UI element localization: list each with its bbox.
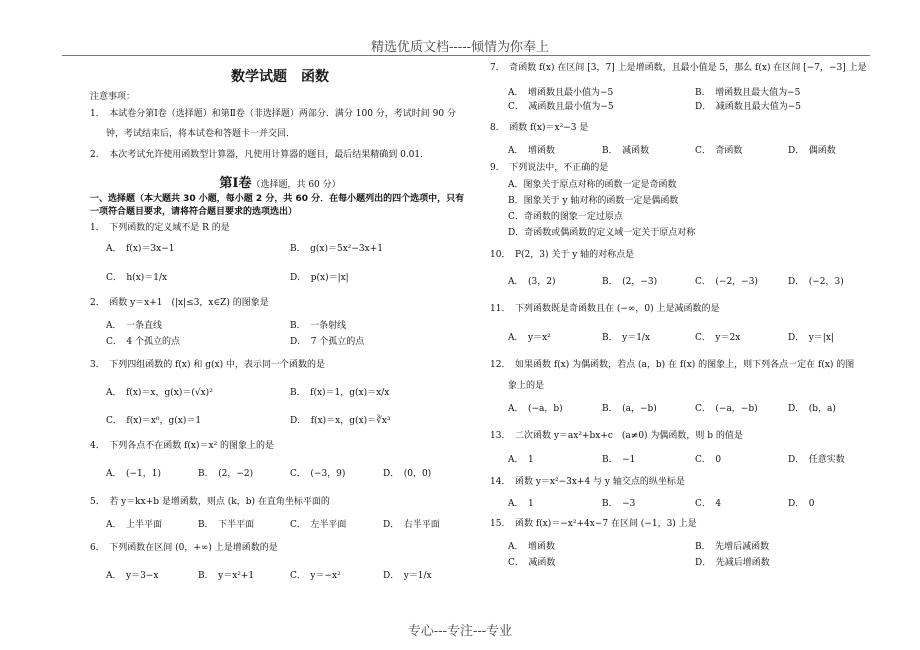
q3-stem: 3． 下列四组函数的 f(x) 和 g(x) 中，表示同一个函数的是 bbox=[90, 360, 325, 370]
q3-option-a[interactable]: A． f(x)＝x，g(x)＝(√x)² bbox=[106, 388, 213, 398]
q4-option-a[interactable]: A． (−1，1) bbox=[106, 469, 162, 479]
page-footer: 专心---专注---专业 bbox=[407, 624, 513, 639]
note-1-cont: 钟，考试结束后，将本试卷和答题卡一并交回． bbox=[106, 129, 296, 139]
q7-option-d[interactable]: D． 减函数且最大值为−5 bbox=[695, 102, 801, 112]
q2-option-a[interactable]: A． 一条直线 bbox=[106, 321, 162, 331]
section-title-main: 第Ⅰ卷 bbox=[219, 176, 252, 191]
q13-option-a[interactable]: A． 1 bbox=[508, 455, 534, 465]
q5-option-a[interactable]: A． 上半平面 bbox=[106, 520, 162, 530]
q1-option-d[interactable]: D． p(x)＝|x| bbox=[290, 273, 349, 283]
q13-option-d[interactable]: D． 任意实数 bbox=[788, 455, 845, 465]
instructions-line-1: 一、选择题（本大题共 30 小题，每小题 2 分，共 60 分．在每小题列出的四个选项中，只有 bbox=[90, 194, 465, 204]
q13-option-c[interactable]: C． 0 bbox=[695, 455, 722, 465]
q6-option-a[interactable]: A． y＝3−x bbox=[106, 571, 159, 581]
note-2: 2． 本次考试允许使用函数型计算器，凡使用计算器的题目，最后结果精确到 0.01. bbox=[90, 150, 423, 160]
q6-stem: 6． 下列函数在区间 (0，+∞) 上是增函数的是 bbox=[90, 543, 278, 553]
q15-stem: 15． 函数 f(x)＝−x²+4x−7 在区间 (−1，3) 上是 bbox=[490, 519, 697, 529]
q1-option-a[interactable]: A． f(x)＝3x−1 bbox=[106, 244, 175, 254]
q8-option-a[interactable]: A． 增函数 bbox=[508, 146, 555, 156]
q4-option-c[interactable]: C． (−3，9) bbox=[290, 469, 346, 479]
q7-stem: 7． 奇函数 f(x) 在区间 [3，7] 上是增函数，且最小值是 5，那么 f(x) 在区间 [−7，−3] 上是 bbox=[490, 63, 867, 73]
q15-option-a[interactable]: A． 增函数 bbox=[508, 542, 555, 552]
q3-option-d[interactable]: D． f(x)＝x，g(x)＝∛x³ bbox=[290, 416, 391, 426]
q4-stem: 4． 下列各点不在函数 f(x)＝x² 的图象上的是 bbox=[90, 441, 275, 451]
q5-stem: 5． 若 y＝kx+b 是增函数，则点 (k，b) 在直角坐标平面的 bbox=[90, 497, 330, 507]
q15-option-d[interactable]: D． 先减后增函数 bbox=[695, 558, 770, 568]
q5-option-d[interactable]: D． 右半平面 bbox=[383, 520, 440, 530]
q14-option-d[interactable]: D． 0 bbox=[788, 499, 815, 509]
q7-option-b[interactable]: B． 增函数且最大值为−5 bbox=[695, 88, 801, 98]
q2-option-c[interactable]: C． 4 个孤立的点 bbox=[106, 337, 180, 347]
q11-option-b[interactable]: B． y＝1/x bbox=[602, 333, 651, 343]
q9-option-d[interactable]: D．奇函数或偶函数的定义域一定关于原点对称 bbox=[508, 228, 696, 238]
section-title bbox=[205, 172, 355, 191]
q14-option-b[interactable]: B． −3 bbox=[602, 499, 636, 509]
q5-option-c[interactable]: C． 左半平面 bbox=[290, 520, 347, 530]
q12-option-d[interactable]: D． (b，a) bbox=[788, 404, 836, 414]
notice-label: 注意事项： bbox=[90, 92, 136, 102]
q12-option-c[interactable]: C． (−a，−b) bbox=[695, 404, 758, 414]
note-1: 1． 本试卷分第Ⅰ卷（选择题）和第Ⅱ卷（非选择题）两部分．满分 100 分，考试时间 90 分 bbox=[90, 109, 456, 119]
q14-option-c[interactable]: C． 4 bbox=[695, 499, 722, 509]
q1-option-c[interactable]: C． h(x)＝1/x bbox=[106, 273, 168, 283]
q2-stem: 2． 函数 y＝x+1 (|x|≤3，x∈Z) 的图象是 bbox=[90, 298, 269, 308]
instructions-line-2: 一项符合题目要求，请将符合题目要求的选项选出） bbox=[90, 207, 298, 217]
q7-option-a[interactable]: A． 增函数且最小值为−5 bbox=[508, 88, 614, 98]
q15-option-c[interactable]: C． 减函数 bbox=[508, 558, 556, 568]
q11-option-d[interactable]: D． y＝|x| bbox=[788, 333, 834, 343]
section-title-sub: （选择题，共 60 分） bbox=[251, 180, 341, 190]
q9-option-a[interactable]: A．图象关于原点对称的函数一定是奇函数 bbox=[508, 180, 677, 190]
q11-stem: 11． 下列函数既是奇函数且在 (−∞，0) 上是减函数的是 bbox=[490, 304, 720, 314]
q4-option-d[interactable]: D． (0，0) bbox=[383, 469, 432, 479]
q2-option-b[interactable]: B． 一条射线 bbox=[290, 321, 347, 331]
q9-option-b[interactable]: B．图象关于 y 轴对称的函数一定是偶函数 bbox=[508, 196, 679, 206]
q8-stem: 8． 函数 f(x)＝x²−3 是 bbox=[490, 123, 589, 133]
q6-option-d[interactable]: D． y＝1/x bbox=[383, 571, 432, 581]
q6-option-c[interactable]: C． y＝−x² bbox=[290, 571, 341, 581]
header-divider bbox=[62, 55, 870, 56]
q13-option-b[interactable]: B． −1 bbox=[602, 455, 636, 465]
q8-option-c[interactable]: C． 奇函数 bbox=[695, 146, 743, 156]
exam-title: 数学试题 函数 bbox=[231, 69, 329, 85]
q8-option-d[interactable]: D． 偶函数 bbox=[788, 146, 836, 156]
q3-option-b[interactable]: B． f(x)＝1，g(x)＝x/x bbox=[290, 388, 390, 398]
q1-stem: 1． 下列函数的定义域不是 R 的是 bbox=[90, 223, 230, 233]
q9-stem: 9． 下列说法中，不正确的是 bbox=[490, 163, 609, 173]
q11-option-c[interactable]: C． y＝2x bbox=[695, 333, 741, 343]
q12-option-b[interactable]: B． (a，−b) bbox=[602, 404, 657, 414]
q14-option-a[interactable]: A． 1 bbox=[508, 499, 534, 509]
q10-option-b[interactable]: B． (2，−3) bbox=[602, 277, 658, 287]
q10-stem: 10． P(2，3) 关于 y 轴的对称点是 bbox=[490, 250, 635, 260]
q14-stem: 14． 函数 y＝x²−3x+4 与 y 轴交点的纵坐标是 bbox=[490, 477, 685, 487]
q2-option-d[interactable]: D． 7 个孤立的点 bbox=[290, 337, 365, 347]
q12-stem-cont: 象上的是 bbox=[508, 381, 545, 391]
q12-option-a[interactable]: A． (−a，b) bbox=[508, 404, 563, 414]
q3-option-c[interactable]: C． f(x)＝x⁰，g(x)＝1 bbox=[106, 416, 202, 426]
q10-option-d[interactable]: D． (−2，3) bbox=[788, 277, 844, 287]
q12-stem: 12． 如果函数 f(x) 为偶函数，若点 (a，b) 在 f(x) 的图象上，则下列各点一定在 f(x) 的图 bbox=[490, 360, 855, 370]
q1-option-b[interactable]: B． g(x)＝5x²−3x+1 bbox=[290, 244, 383, 254]
q9-option-c[interactable]: C．奇函数的图象一定过原点 bbox=[508, 212, 623, 222]
page-header: 精选优质文档-----倾情为你奉上 bbox=[371, 40, 549, 55]
q7-option-c[interactable]: C． 减函数且最小值为−5 bbox=[508, 102, 614, 112]
q6-option-b[interactable]: B． y＝x²+1 bbox=[198, 571, 255, 581]
q10-option-a[interactable]: A． (3，2) bbox=[508, 277, 556, 287]
q8-option-b[interactable]: B． 减函数 bbox=[602, 146, 650, 156]
q11-option-a[interactable]: A． y＝x² bbox=[508, 333, 551, 343]
q5-option-b[interactable]: B． 下半平面 bbox=[198, 520, 255, 530]
q15-option-b[interactable]: B． 先增后减函数 bbox=[695, 542, 770, 552]
q13-stem: 13． 二次函数 y＝ax²+bx+c (a≠0) 为偶函数，则 b 的值是 bbox=[490, 431, 743, 441]
q10-option-c[interactable]: C． (−2，−3) bbox=[695, 277, 758, 287]
q4-option-b[interactable]: B． (2，−2) bbox=[198, 469, 254, 479]
